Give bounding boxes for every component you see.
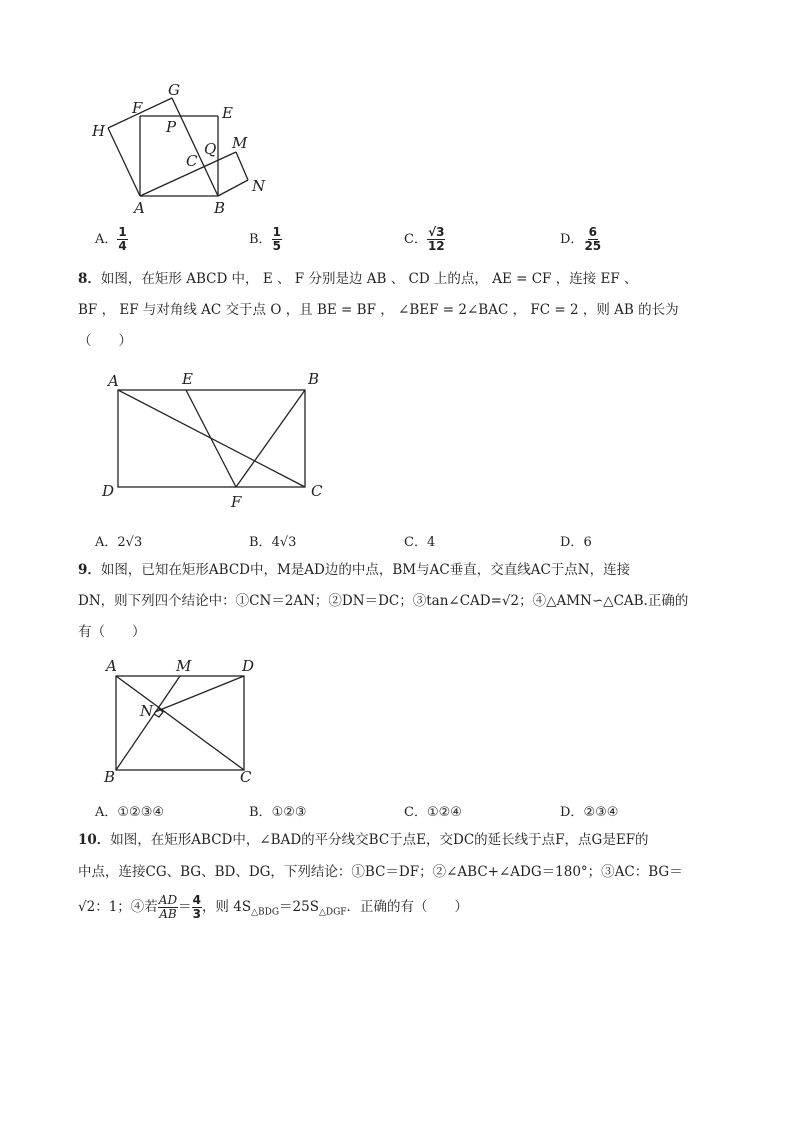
- fig-label-M: M: [176, 657, 192, 675]
- q8-option-b[interactable]: B．4√3: [249, 535, 297, 550]
- q10-fraction-4-3: $\frac{4}{3}$: [192, 893, 201, 921]
- fig-label-M: M: [232, 134, 248, 152]
- fig-label-A: A: [134, 199, 145, 217]
- fig-label-F: F: [132, 99, 143, 117]
- q7-option-c[interactable]: [404, 226, 446, 253]
- q7-option-c-letter: C．: [404, 232, 427, 247]
- q8-option-c[interactable]: C．4: [404, 535, 436, 550]
- q8-option-d[interactable]: D．6: [560, 535, 592, 550]
- q8-stem-line1: 8．如图，在矩形 ABCD 中， E 、 F 分别是边 AB 、 CD 上的点， AE = CF ，连接 EF 、: [78, 271, 638, 287]
- q7-figure: [88, 80, 278, 220]
- q9-stem-line3: 有（ ）: [78, 624, 146, 640]
- fig-label-D: D: [102, 482, 115, 500]
- fig-label-C: C: [186, 152, 198, 170]
- q9-stem-line2: DN，则下列四个结论中：①CN＝2AN；②DN＝DC；③tan∠CAD=√2；④△AMN∽△CAB.正确的: [78, 593, 689, 609]
- q7-option-c-fraction: $\frac{√3}{12}$: [427, 225, 445, 253]
- q9-option-d[interactable]: D．②③④: [560, 805, 619, 820]
- q9-number: 9．: [78, 562, 101, 578]
- q8-stem-line3: （ ）: [78, 333, 132, 349]
- fig-label-N: N: [140, 702, 154, 720]
- fig-label-N: N: [252, 177, 266, 195]
- q9-option-b[interactable]: B．①②③: [249, 805, 307, 820]
- q7-option-a-letter: A．: [95, 232, 118, 247]
- fig-label-A: A: [106, 657, 117, 675]
- q8-stem-line2: BF ， EF 与对角线 AC 交于点 O ，且 BE = BF ， ∠BEF = 2∠BAC ， FC = 2 ，则 AB 的长为: [78, 302, 679, 318]
- q10-stem-line2: 中点，连接CG、BG、BD、DG，下列结论：①BC＝DF；②∠ABC+∠ADG＝180°；③AC：BG＝: [78, 864, 683, 880]
- fig-label-H: H: [92, 122, 106, 140]
- fig-label-E: E: [182, 370, 193, 388]
- fig-label-G: G: [168, 81, 180, 99]
- q10-stem-line3: √2：1；④若 $\frac{AD}{AB}$ ＝ $\frac{4}{3}$ ，则 $4S_{\triangle BDG}=25S_{\triangle DGF}$．正确的有（ ）: [78, 893, 469, 921]
- q7-option-a-fraction: $\frac{1}{4}$: [118, 225, 127, 253]
- q8-figure: [96, 368, 336, 513]
- fig-label-F: F: [231, 493, 242, 511]
- q7-option-d-letter: D．: [560, 232, 584, 247]
- q9-option-a[interactable]: A．①②③④: [95, 805, 165, 820]
- fig-label-B: B: [104, 768, 116, 786]
- q8-number: 8．: [78, 271, 101, 287]
- fig-label-C: C: [240, 768, 252, 786]
- fig-label-D: D: [242, 657, 255, 675]
- q10-number: 10．: [78, 832, 111, 848]
- q7-option-b[interactable]: [249, 226, 282, 253]
- q9-option-c[interactable]: C．①②④: [404, 805, 462, 820]
- fig-label-C: C: [311, 482, 323, 500]
- fig-label-E: E: [222, 104, 233, 122]
- q7-option-d-fraction: $\frac{6}{25}$: [584, 225, 602, 253]
- q7-option-a[interactable]: [95, 226, 128, 253]
- q7-option-b-letter: B．: [249, 232, 272, 247]
- q9-figure: [100, 656, 260, 786]
- q10-stem-line1: 10．如图，在矩形ABCD中，∠BAD的平分线交BC于点E，交DC的延长线于点F，点G是EF的: [78, 832, 649, 848]
- q8-option-a[interactable]: A．2√3: [95, 535, 143, 550]
- fig-label-P: P: [166, 118, 177, 136]
- fig-label-A: A: [108, 372, 119, 390]
- fig-label-Q: Q: [204, 140, 217, 158]
- q7-option-d[interactable]: [560, 226, 602, 253]
- fig-label-B: B: [214, 199, 226, 217]
- q10-fraction-ad-ab: $\frac{AD}{AB}$: [158, 893, 178, 921]
- q7-option-b-fraction: $\frac{1}{5}$: [272, 225, 281, 253]
- q9-stem-line1: 9．如图，已知在矩形ABCD中，M是AD边的中点，BM与AC垂直，交直线AC于点N，连接: [78, 562, 631, 578]
- fig-label-B: B: [308, 370, 320, 388]
